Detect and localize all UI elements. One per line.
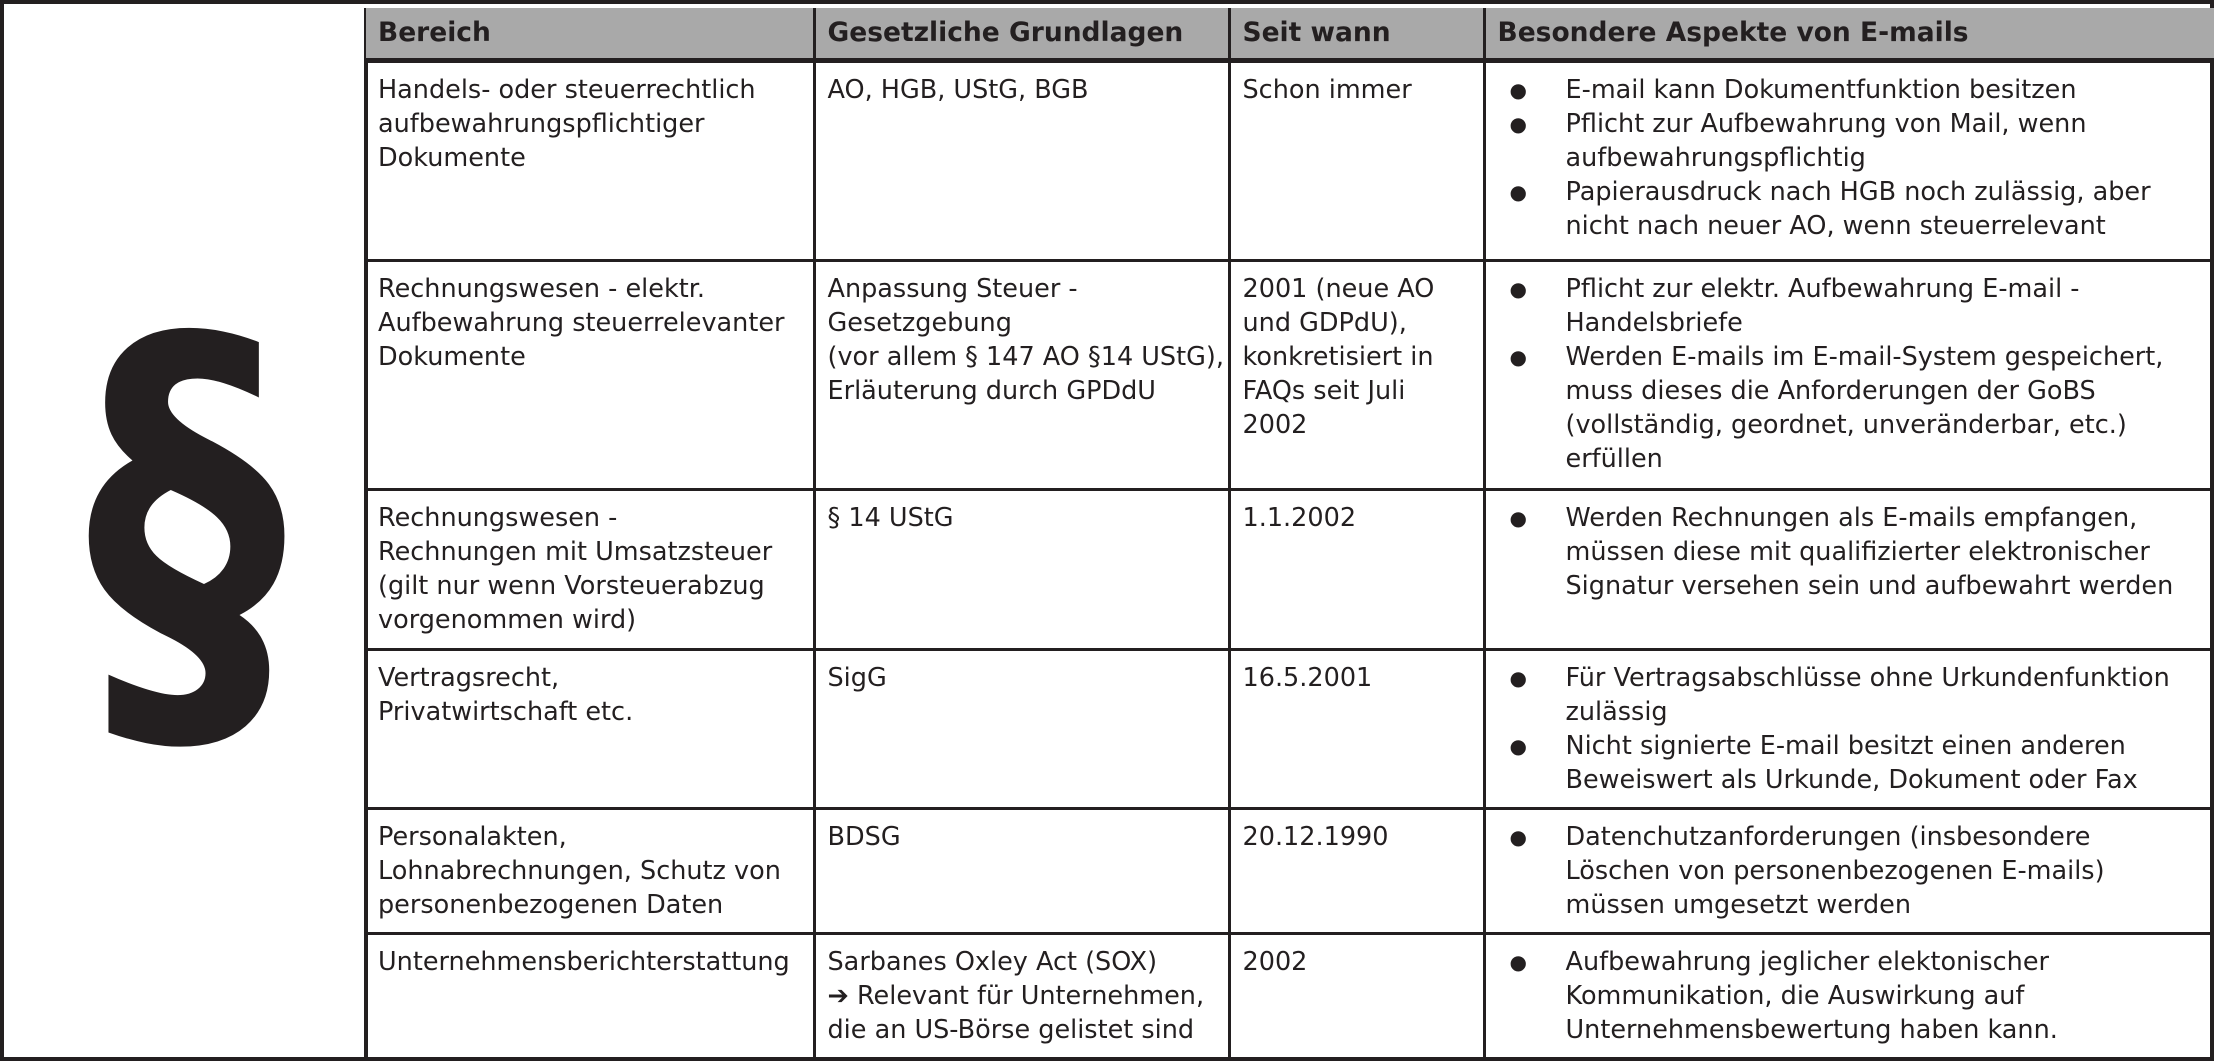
aspect-text-line: ● Für Vertragsabschlüsse ohne Urkundenfunktion [1565, 662, 2170, 693]
legal-requirements-table [366, 8, 2214, 1061]
cell-grundlagen [814, 490, 1229, 650]
aspect-text-line: ● Nicht signierte E-mail besitzt einen anderen [1565, 730, 2126, 761]
cell-text-line: (gilt nur wenn Vorsteuerabzug [378, 571, 765, 602]
cell-seit [1229, 61, 1484, 261]
aspects-list [1498, 945, 2203, 1047]
cell-bereich [366, 649, 814, 809]
cell-text-line: § 14 UStG [827, 503, 954, 534]
aspect-bullet-item [1498, 175, 2203, 243]
cell-text-line: (vor allem § 147 AO §14 UStG), [827, 341, 1224, 372]
cell-text-line: Anpassung Steuer - [827, 273, 1078, 304]
cell-grundlagen [814, 260, 1229, 490]
cell-text-line: Dokumente [378, 143, 526, 173]
cell-text-line: aufbewahrungspflichtiger [378, 109, 705, 139]
cell-grundlagen [814, 809, 1229, 934]
cell-text-line: Vertragsrecht, [378, 662, 560, 693]
aspect-text-line: nicht nach neuer AO, wenn steuerrelevant [1565, 211, 2106, 241]
cell-text-line: 2002 [1242, 409, 1308, 440]
table-row [366, 933, 2214, 1061]
cell-seit [1229, 933, 1484, 1061]
aspect-text-line: ● Papierausdruck nach HGB noch zulässig, aber [1565, 177, 2151, 207]
aspects-list [1498, 661, 2203, 797]
cell-text-line: Handels- oder steuerrechtlich [378, 75, 756, 105]
aspect-text-line: müssen umgesetzt werden [1565, 890, 1911, 921]
header-besondere-aspekte: Besondere Aspekte von E-mails [1484, 8, 2214, 61]
cell-bereich [366, 809, 814, 934]
aspect-bullet-item [1498, 73, 2203, 107]
cell-text-line: die an US-Börse gelistet sind [827, 1014, 1195, 1045]
cell-aspekte [1484, 260, 2214, 490]
cell-text-line: Lohnabrechnungen, Schutz von [378, 856, 781, 887]
cell-aspekte [1484, 809, 2214, 934]
table-row [366, 809, 2214, 934]
aspect-bullet-item [1498, 661, 2203, 729]
aspect-text-line: müssen diese mit qualifizierter elektronischer [1565, 537, 2150, 568]
cell-text-line: Rechnungswesen - elektr. [378, 273, 705, 304]
table-row [366, 61, 2214, 261]
cell-bereich [366, 490, 814, 650]
aspect-bullet-item [1498, 107, 2203, 175]
aspect-bullet-item [1498, 729, 2203, 797]
cell-seit [1229, 809, 1484, 934]
cell-text-line: BDSG [827, 822, 901, 853]
cell-grundlagen [814, 933, 1229, 1061]
cell-text-line: und GDPdU), [1242, 307, 1407, 338]
aspect-text-line: ● Pflicht zur Aufbewahrung von Mail, wenn [1565, 109, 2087, 139]
aspect-text-line: Unternehmensbewertung haben kann. [1565, 1014, 2058, 1045]
aspect-text-line: zulässig [1565, 696, 1668, 727]
cell-text-line: SigG [827, 662, 887, 693]
cell-aspekte [1484, 61, 2214, 261]
aspect-bullet-item [1498, 272, 2203, 340]
aspect-bullet-item [1498, 501, 2203, 603]
header-gesetzliche-grundlagen: Gesetzliche Grundlagen [814, 8, 1229, 61]
cell-bereich [366, 260, 814, 490]
cell-grundlagen [814, 61, 1229, 261]
aspect-text-line: Signatur versehen sein und aufbewahrt werden [1565, 571, 2174, 602]
aspect-text-line: ● Datenchutzanforderungen (insbesondere [1565, 822, 2091, 853]
aspect-text-line: Kommunikation, die Auswirkung auf [1565, 980, 2025, 1011]
cell-aspekte [1484, 933, 2214, 1061]
cell-text-line: 2001 (neue AO [1242, 273, 1435, 304]
aspects-list [1498, 501, 2203, 603]
section-sign-icon: § [86, 234, 286, 817]
table-header-row [366, 8, 2214, 61]
cell-text-line: Privatwirtschaft etc. [378, 696, 634, 727]
cell-seit [1229, 260, 1484, 490]
cell-bereich [366, 933, 814, 1061]
aspect-text-line: Beweiswert als Urkunde, Dokument oder Fax [1565, 764, 2138, 795]
cell-bereich [366, 61, 814, 261]
cell-text-line: Rechnungen mit Umsatzsteuer [378, 537, 773, 568]
aspect-text-line: aufbewahrungspflichtig [1565, 143, 1866, 173]
cell-text-line: 16.5.2001 [1242, 662, 1373, 693]
cell-grundlagen [814, 649, 1229, 809]
cell-text-line: Schon immer [1242, 75, 1412, 105]
header-seit-wann: Seit wann [1229, 8, 1484, 61]
aspect-bullet-item [1498, 340, 2203, 476]
section-sign-panel [8, 8, 368, 1061]
aspect-text-line: ● Werden Rechnungen als E-mails empfangen, [1565, 503, 2138, 534]
cell-text-line: AO, HGB, UStG, BGB [827, 75, 1089, 105]
aspect-text-line: muss dieses die Anforderungen der GoBS [1565, 375, 2096, 406]
cell-text-line: Gesetzgebung [827, 307, 1012, 338]
cell-text-line: Aufbewahrung steuerrelevanter [378, 307, 785, 338]
aspects-list [1498, 73, 2203, 243]
cell-text-line: vorgenommen wird) [378, 605, 637, 636]
cell-text-line: 1.1.2002 [1242, 503, 1357, 534]
aspect-bullet-item [1498, 820, 2203, 922]
cell-text-line: Sarbanes Oxley Act (SOX) [827, 946, 1158, 977]
aspect-text-line: erfüllen [1565, 443, 1663, 474]
cell-text-line: Dokumente [378, 341, 526, 372]
table-row [366, 490, 2214, 650]
table-row [366, 260, 2214, 490]
aspects-list [1498, 272, 2203, 476]
cell-seit [1229, 490, 1484, 650]
aspect-text-line: ● Werden E-mails im E-mail-System gespeichert, [1565, 341, 2164, 372]
aspect-text-line: ● E-mail kann Dokumentfunktion besitzen [1565, 75, 2077, 105]
cell-aspekte [1484, 490, 2214, 650]
cell-text-line: Unternehmensberichterstattung [378, 946, 790, 977]
cell-aspekte [1484, 649, 2214, 809]
cell-text-line: ➔ Relevant für Unternehmen, [827, 980, 1205, 1011]
aspects-list [1498, 820, 2203, 922]
cell-text-line: Personalakten, [378, 822, 567, 853]
aspect-text-line: Löschen von personenbezogenen E-mails) [1565, 856, 2105, 887]
aspect-bullet-item [1498, 945, 2203, 1047]
cell-text-line: FAQs seit Juli [1242, 375, 1406, 406]
cell-text-line: Erläuterung durch GPDdU [827, 375, 1156, 406]
cell-text-line: Rechnungswesen - [378, 503, 618, 534]
aspect-text-line: ● Pflicht zur elektr. Aufbewahrung E-mail - [1565, 273, 2080, 304]
cell-text-line: 20.12.1990 [1242, 822, 1389, 853]
cell-seit [1229, 649, 1484, 809]
header-bereich: Bereich [366, 8, 814, 61]
table-row [366, 649, 2214, 809]
cell-text-line: personenbezogenen Daten [378, 890, 724, 921]
cell-text-line: konkretisiert in [1242, 341, 1434, 372]
aspect-text-line: Handelsbriefe [1565, 307, 1743, 338]
aspect-text-line: (vollständig, geordnet, unveränderbar, etc.) [1565, 409, 2127, 440]
cell-text-line: 2002 [1242, 946, 1308, 977]
aspect-text-line: ● Aufbewahrung jeglicher elektonischer [1565, 946, 2050, 977]
